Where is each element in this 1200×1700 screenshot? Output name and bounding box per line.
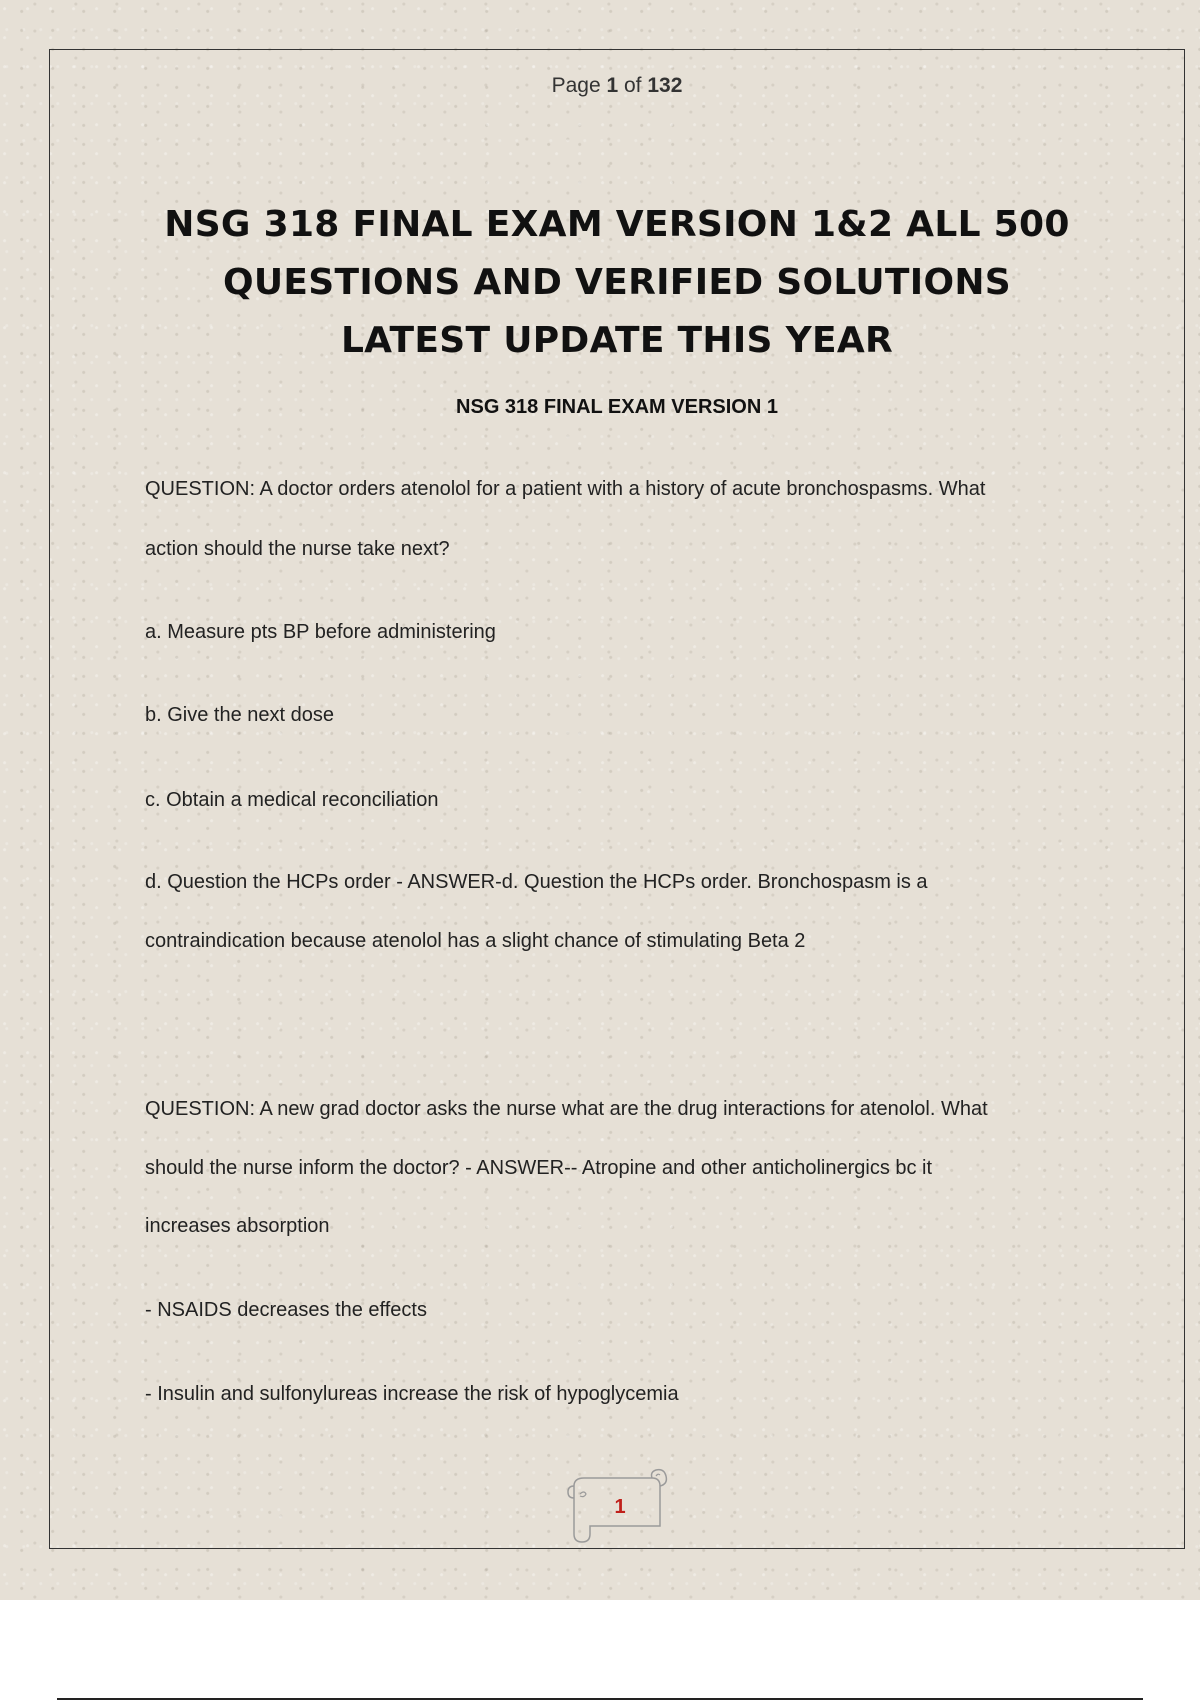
current-page: 1 [606, 74, 619, 97]
question-1-option-b: b. Give the next dose [145, 704, 335, 726]
document-title [130, 196, 1104, 370]
title-line: LATEST UPDATE THIS YEAR [340, 320, 894, 361]
question-2-line-3: increases absorption [145, 1215, 330, 1237]
page-counter [0, 74, 1200, 98]
question-1-option-c: c. Obtain a medical reconciliation [145, 789, 439, 811]
question-2-bullet-2: - Insulin and sulfonylureas increase the risk of hypoglycemia [145, 1383, 679, 1405]
question-2-bullet-1: - NSAIDS decreases the effects [145, 1299, 427, 1321]
page-prefix: Page [551, 74, 601, 97]
question-1-answer-line-2: contraindication because atenolol has a slight chance of stimulating Beta 2 [145, 930, 806, 952]
question-2-line-1: QUESTION: A new grad doctor asks the nurse what are the drug interactions for atenolol. What [145, 1098, 988, 1120]
total-pages: 132 [647, 74, 683, 97]
document-subtitle: NSG 318 FINAL EXAM VERSION 1 [456, 396, 778, 418]
title-line: NSG 318 FINAL EXAM VERSION 1&2 ALL 500 [164, 204, 1070, 245]
question-2-line-2: should the nurse inform the doctor? - ANSWER-- Atropine and other anticholinergics bc it [145, 1157, 933, 1179]
question-1-stem-line-2: action should the nurse take next? [145, 538, 450, 560]
footer-page-number: 1 [614, 1496, 626, 1518]
of-label: of [624, 74, 642, 97]
question-1-option-a: a. Measure pts BP before administering [145, 621, 496, 643]
title-line: QUESTIONS AND VERIFIED SOLUTIONS [222, 262, 1012, 303]
question-1-stem-line-1: QUESTION: A doctor orders atenolol for a patient with a history of acute bronchospasms. What [145, 478, 986, 500]
question-1-answer-line-1: d. Question the HCPs order - ANSWER-d. Question the HCPs order. Bronchospasm is a [145, 871, 928, 893]
